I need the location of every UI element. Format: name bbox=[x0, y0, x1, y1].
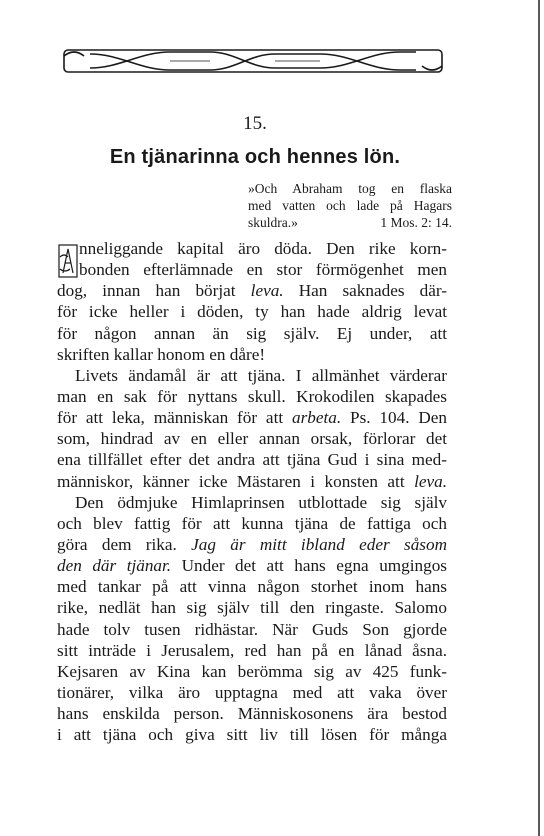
chapter-title: En tjänarinna och hennes lön. bbox=[109, 146, 401, 168]
text-line: Den ödmjuke Himlaprinsen utblottade sig själv bbox=[75, 492, 447, 512]
text-line: och blev fattig för att kunna tjäna de fattiga och bbox=[57, 513, 447, 533]
text-line bbox=[57, 280, 447, 301]
text-line: hade tolv tusen ridhästar. När Guds Son gjorde bbox=[57, 619, 447, 639]
text-line: bonden efterlämnade en stor förmögenhet men bbox=[79, 260, 447, 280]
text-line: tionärer, vilka äro upptagna med att vaka över bbox=[57, 682, 447, 702]
text-fragment: göra dem rika. bbox=[57, 534, 177, 554]
epigraph-line: »Och Abraham tog en flaska bbox=[248, 181, 452, 196]
epigraph-reference: 1 Mos. 2: 14. bbox=[380, 215, 452, 230]
body-text bbox=[57, 238, 447, 745]
text-line: hans enskilda person. Människosonens ära bestod bbox=[57, 704, 447, 724]
text-line bbox=[57, 471, 447, 492]
text-line: nneliggande kapital äro döda. Den rike korn- bbox=[79, 239, 447, 258]
text-line: man en sak för nyttans skull. Krokodilen skapades bbox=[57, 386, 447, 406]
epigraph-text-end: skuldra.» bbox=[248, 215, 298, 230]
text-line: i att tjäna och giva sitt liv till lösen för många bbox=[57, 725, 447, 745]
emphasis: leva. bbox=[414, 471, 447, 491]
epigraph-last-line bbox=[248, 214, 452, 231]
text-line: ena tillfället efter det andra att tjäna Gud i sina med- bbox=[57, 450, 447, 470]
emphasis: den där tjänar. bbox=[57, 556, 172, 576]
text-line bbox=[57, 534, 447, 555]
text-fragment: dog, innan han börjat bbox=[57, 281, 236, 301]
text-fragment: för att leka, människan för att bbox=[57, 408, 284, 428]
epigraph bbox=[248, 180, 452, 231]
text-line bbox=[57, 555, 447, 576]
emphasis: arbeta. bbox=[291, 408, 342, 428]
emphasis: Jag är mitt ibland eder såsom bbox=[191, 534, 448, 554]
epigraph-line: med vatten och lade på Hagars bbox=[248, 198, 452, 213]
page-edge bbox=[538, 0, 540, 836]
text-fragment: Under det att hans egna umgingos bbox=[181, 556, 447, 576]
text-line bbox=[57, 407, 447, 428]
text-line: Livets ändamål är att tjäna. I allmänhet värderar bbox=[75, 365, 447, 385]
text-line: Kejsaren av Kina kan berömma sig av 425 funk- bbox=[57, 661, 447, 681]
text-fragment: Han saknades där- bbox=[298, 281, 447, 301]
text-line: skriften kallar honom en dåre! bbox=[57, 344, 266, 364]
text-fragment: Ps. 104. Den bbox=[350, 408, 447, 428]
header-ornament bbox=[60, 44, 446, 78]
text-line: som, hindrad av en eller annan orsak, förlorar det bbox=[57, 429, 447, 449]
text-line: med tankar på att vinna någon storhet inom hans bbox=[57, 577, 447, 597]
text-line: för icke heller i döden, ty han hade aldrig levat bbox=[57, 302, 447, 322]
text-line: sitt inträde i Jerusalem, red han på en lånad åsna. bbox=[57, 640, 447, 660]
emphasis: leva. bbox=[250, 281, 284, 301]
text-line: rike, nedlät han sig själv till den ringaste. Salomo bbox=[57, 598, 447, 618]
text-line: för någon annan än sig själv. Ej under, att bbox=[57, 323, 447, 343]
chapter-number: 15. bbox=[243, 113, 267, 134]
text-fragment: människor, känner icke Mästaren i konsten att bbox=[57, 471, 405, 491]
